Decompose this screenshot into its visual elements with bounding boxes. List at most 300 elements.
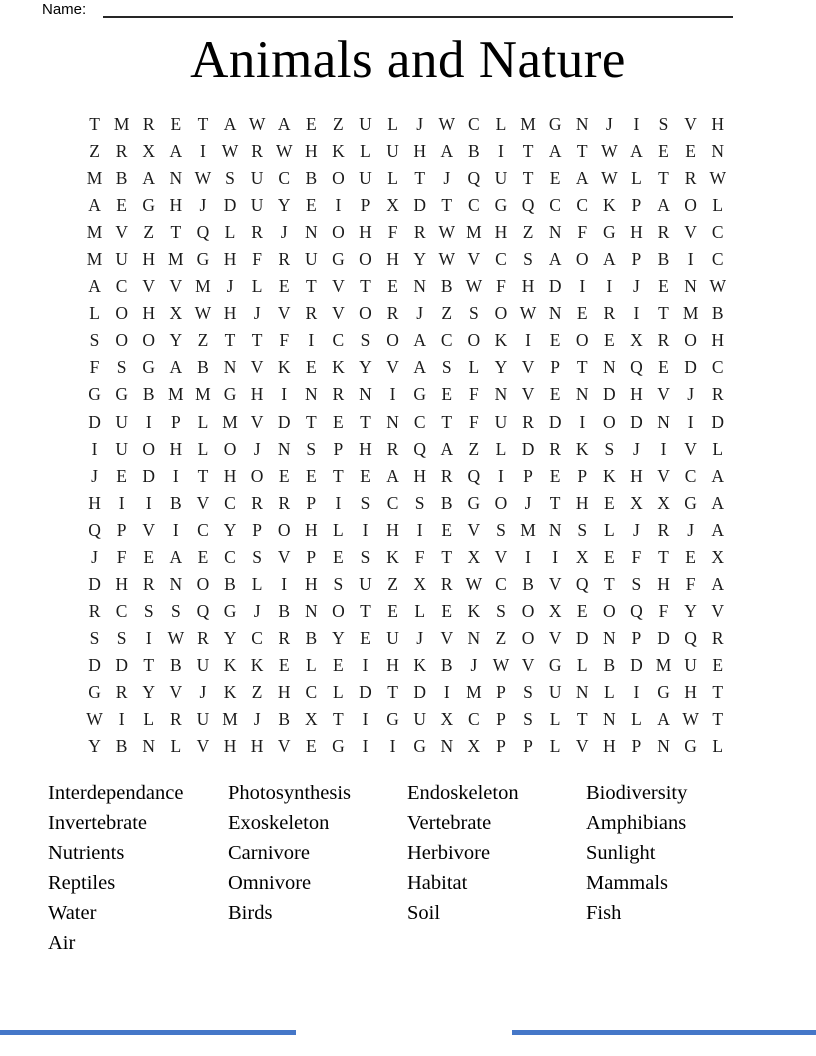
grid-cell: J xyxy=(253,303,261,324)
grid-cell: V xyxy=(142,276,156,297)
grid-cell: H xyxy=(115,573,128,594)
grid-cell: S xyxy=(89,627,100,648)
grid-cell: W xyxy=(438,114,456,135)
word-item: Omnivore xyxy=(228,871,312,894)
grid-cell: C xyxy=(495,249,507,270)
grid-cell: C xyxy=(224,492,236,513)
grid-cell: P xyxy=(333,438,344,459)
grid-cell: I xyxy=(552,546,559,567)
grid-cell: D xyxy=(223,195,237,216)
grid-cell: G xyxy=(413,736,426,757)
grid-cell: A xyxy=(413,357,426,378)
grid-cell: Z xyxy=(251,682,263,702)
grid-cell: K xyxy=(467,600,481,621)
grid-cell: M xyxy=(168,384,184,405)
grid-cell: V xyxy=(657,384,670,405)
grid-cell: N xyxy=(304,600,318,621)
grid-cell: H xyxy=(223,736,237,757)
grid-cell: T xyxy=(441,546,453,567)
grid-cell: R xyxy=(88,600,101,621)
grid-cell: N xyxy=(711,141,725,162)
grid-cell: I xyxy=(498,141,504,162)
grid-cell: A xyxy=(630,141,643,162)
grid-cell: T xyxy=(360,411,371,432)
page-edge-bar-left xyxy=(0,1030,296,1035)
grid-cell: K xyxy=(332,357,345,378)
grid-cell: U xyxy=(250,168,264,189)
grid-cell: E xyxy=(387,600,398,621)
grid-cell: G xyxy=(88,682,101,702)
grid-cell: G xyxy=(332,249,345,270)
word-item: Water xyxy=(48,901,97,924)
grid-cell: A xyxy=(413,330,426,351)
grid-cell: M xyxy=(113,114,130,135)
grid-cell: M xyxy=(520,519,536,540)
grid-cell: X xyxy=(304,709,318,730)
grid-cell: I xyxy=(145,411,152,432)
grid-cell: O xyxy=(332,222,345,243)
grid-cell: T xyxy=(441,411,453,432)
grid-cell: W xyxy=(248,114,266,135)
grid-cell: L xyxy=(170,736,182,757)
grid-cell: T xyxy=(333,709,344,730)
grid-cell: Z xyxy=(441,303,453,324)
grid-cell: B xyxy=(278,600,291,621)
grid-cell: Q xyxy=(88,519,101,540)
grid-cell: N xyxy=(603,709,616,730)
grid-cell: U xyxy=(494,168,508,189)
grid-cell: I xyxy=(389,384,396,405)
grid-cell: P xyxy=(550,357,560,378)
grid-cell: T xyxy=(197,114,209,135)
grid-cell: K xyxy=(332,141,345,162)
grid-cell: C xyxy=(684,465,697,486)
grid-cell: W xyxy=(86,709,103,730)
grid-cell: O xyxy=(142,438,156,459)
grid-cell: S xyxy=(360,330,371,351)
grid-cell: N xyxy=(657,411,670,432)
grid-cell: Q xyxy=(196,600,210,621)
grid-cell: Z xyxy=(522,222,534,243)
name-blank-line xyxy=(103,0,733,18)
grid-cell: E xyxy=(333,546,344,567)
grid-cell: F xyxy=(577,222,588,243)
grid-cell: T xyxy=(576,357,588,378)
grid-cell: D xyxy=(711,411,725,432)
grid-cell: B xyxy=(197,357,209,378)
grid-cell: M xyxy=(682,303,699,324)
grid-cell: I xyxy=(362,519,369,540)
grid-cell: I xyxy=(281,384,288,405)
grid-cell: J xyxy=(687,519,695,540)
grid-cell: O xyxy=(277,519,291,540)
grid-cell: A xyxy=(657,709,670,730)
grid-cell: E xyxy=(278,465,290,486)
grid-cell: F xyxy=(252,249,262,270)
grid-cell: I xyxy=(633,114,640,135)
grid-cell: P xyxy=(170,411,181,432)
grid-cell: E xyxy=(305,195,317,216)
grid-cell: T xyxy=(658,303,669,324)
grid-cell: I xyxy=(579,276,586,297)
grid-cell: H xyxy=(88,492,101,513)
grid-cell: H xyxy=(304,141,318,162)
grid-cell: G xyxy=(223,384,237,405)
word-item: Air xyxy=(48,931,76,954)
grid-cell: T xyxy=(603,573,615,594)
grid-cell: D xyxy=(657,627,670,648)
grid-cell: J xyxy=(633,438,640,459)
grid-cell: R xyxy=(440,465,453,486)
grid-cell: Z xyxy=(197,330,209,351)
grid-cell: T xyxy=(522,141,534,162)
grid-cell: I xyxy=(389,736,396,757)
grid-cell: E xyxy=(549,168,561,189)
grid-cell: T xyxy=(305,411,317,432)
grid-cell: O xyxy=(386,330,399,351)
grid-cell: V xyxy=(657,465,670,486)
grid-cell: R xyxy=(386,303,399,324)
grid-cell: P xyxy=(306,492,317,513)
grid-cell: E xyxy=(360,465,371,486)
grid-cell: R xyxy=(711,384,724,405)
grid-cell: L xyxy=(197,438,209,459)
grid-cell: L xyxy=(631,168,642,189)
grid-cell: V xyxy=(115,222,128,243)
grid-cell: O xyxy=(359,249,372,270)
grid-cell: S xyxy=(360,492,371,513)
grid-cell: I xyxy=(200,141,206,162)
grid-cell: I xyxy=(281,573,288,594)
grid-cell: X xyxy=(657,492,670,513)
grid-cell: C xyxy=(468,709,480,730)
grid-cell: A xyxy=(169,546,183,567)
grid-cell: I xyxy=(633,303,640,324)
grid-cell: N xyxy=(548,222,562,243)
grid-cell: L xyxy=(495,438,507,459)
grid-cell: G xyxy=(494,195,508,216)
grid-cell: L xyxy=(549,709,561,730)
grid-cell: A xyxy=(711,519,725,540)
grid-cell: U xyxy=(196,709,210,730)
grid-cell: J xyxy=(470,654,478,675)
word-item: Carnivore xyxy=(228,841,310,864)
grid-cell: I xyxy=(118,492,125,513)
grid-cell: P xyxy=(496,736,506,757)
grid-cell: J xyxy=(280,222,288,243)
grid-cell: A xyxy=(657,195,670,216)
grid-cell: M xyxy=(86,249,103,270)
grid-cell: K xyxy=(277,357,291,378)
grid-cell: D xyxy=(142,465,156,486)
grid-cell: R xyxy=(332,384,345,405)
grid-cell: M xyxy=(168,249,184,270)
grid-cell: C xyxy=(115,276,128,297)
word-item: Endoskeleton xyxy=(407,782,519,804)
grid-cell: L xyxy=(251,276,263,297)
grid-cell: D xyxy=(88,411,101,432)
name-label: Name: xyxy=(42,1,87,18)
grid-cell: O xyxy=(575,330,589,351)
grid-cell: E xyxy=(305,736,317,757)
grid-cell: O xyxy=(115,330,128,351)
grid-cell: U xyxy=(115,411,128,432)
grid-cell: D xyxy=(603,384,616,405)
word-list-column xyxy=(48,779,183,958)
grid-cell: A xyxy=(548,141,562,162)
grid-cell: I xyxy=(172,519,179,540)
grid-cell: I xyxy=(308,330,315,351)
grid-cell: H xyxy=(250,736,264,757)
grid-cell: K xyxy=(223,682,237,702)
grid-cell: E xyxy=(441,519,453,540)
grid-cell: P xyxy=(631,195,642,216)
grid-cell: I xyxy=(687,411,694,432)
grid-cell: V xyxy=(277,303,291,324)
grid-cell: D xyxy=(88,654,101,675)
grid-cell: T xyxy=(89,114,100,135)
grid-cell: J xyxy=(416,303,424,324)
grid-cell: J xyxy=(253,438,261,459)
grid-cell: U xyxy=(413,709,426,730)
grid-cell: S xyxy=(658,114,669,135)
grid-cell: R xyxy=(413,222,426,243)
grid-cell: H xyxy=(575,492,589,513)
grid-cell: E xyxy=(333,654,344,675)
grid-cell: H xyxy=(169,438,183,459)
grid-cell: Y xyxy=(332,627,345,648)
grid-cell: Q xyxy=(630,357,643,378)
grid-cell: O xyxy=(196,573,210,594)
word-item: Vertebrate xyxy=(407,811,492,834)
grid-cell: D xyxy=(413,682,426,702)
grid-cell: G xyxy=(548,114,562,135)
word-item: Reptiles xyxy=(48,871,116,894)
grid-cell: D xyxy=(413,195,426,216)
grid-cell: I xyxy=(362,736,369,757)
grid-cell: P xyxy=(523,465,533,486)
grid-cell: T xyxy=(360,276,371,297)
grid-cell: N xyxy=(440,736,454,757)
grid-cell: Q xyxy=(684,627,697,648)
grid-cell: E xyxy=(658,276,669,297)
grid-cell: D xyxy=(277,411,291,432)
grid-cell: N xyxy=(169,168,183,189)
grid-cell: W xyxy=(601,168,618,189)
grid-cell: I xyxy=(525,546,531,567)
grid-cell: A xyxy=(169,141,183,162)
grid-cell: Z xyxy=(387,573,398,594)
grid-cell: N xyxy=(142,736,156,757)
grid-cell: H xyxy=(711,114,725,135)
grid-cell: E xyxy=(576,303,588,324)
grid-cell: R xyxy=(278,492,291,513)
grid-cell: I xyxy=(118,709,125,730)
grid-cell: C xyxy=(549,195,561,216)
grid-cell: M xyxy=(195,276,211,297)
grid-cell: M xyxy=(86,222,103,243)
grid-cell: A xyxy=(88,195,101,216)
grid-cell: E xyxy=(549,330,561,351)
grid-cell: X xyxy=(630,492,643,513)
grid-cell: G xyxy=(142,195,156,216)
word-item: Herbivore xyxy=(407,841,491,864)
grid-cell: V xyxy=(548,627,562,648)
grid-cell: P xyxy=(631,736,642,757)
grid-cell: V xyxy=(467,249,481,270)
grid-cell: R xyxy=(115,141,128,162)
grid-cell: G xyxy=(684,492,697,513)
grid-cell: U xyxy=(684,654,697,675)
grid-cell: N xyxy=(548,519,562,540)
grid-cell: T xyxy=(360,600,371,621)
grid-cell: C xyxy=(440,330,453,351)
grid-cell: U xyxy=(494,411,508,432)
puzzle-title: Animals and Nature xyxy=(190,31,626,89)
word-item: Photosynthesis xyxy=(228,782,352,804)
grid-cell: O xyxy=(521,600,535,621)
grid-cell: I xyxy=(579,411,586,432)
grid-cell: B xyxy=(115,168,128,189)
grid-cell: U xyxy=(548,682,562,702)
grid-cell: O xyxy=(142,330,156,351)
grid-cell: I xyxy=(145,492,152,513)
grid-cell: Q xyxy=(630,600,643,621)
grid-cell: R xyxy=(603,303,616,324)
grid-cell: O xyxy=(467,330,481,351)
grid-cell: B xyxy=(142,384,155,405)
grid-cell: E xyxy=(658,357,669,378)
grid-cell: E xyxy=(603,546,615,567)
grid-cell: K xyxy=(494,330,508,351)
grid-cell: V xyxy=(521,654,535,675)
grid-cell: E xyxy=(305,357,317,378)
grid-cell: D xyxy=(548,411,562,432)
grid-cell: V xyxy=(386,357,399,378)
grid-cell: E xyxy=(360,627,371,648)
grid-cell: F xyxy=(89,357,100,378)
grid-cell: S xyxy=(89,330,100,351)
grid-cell: I xyxy=(172,465,179,486)
grid-cell: G xyxy=(115,384,128,405)
grid-cell: W xyxy=(601,141,618,162)
word-item: Amphibians xyxy=(586,811,687,834)
grid-cell: M xyxy=(222,411,238,432)
grid-cell: L xyxy=(576,654,588,675)
grid-cell: T xyxy=(414,168,426,189)
grid-cell: D xyxy=(115,654,128,675)
grid-cell: X xyxy=(413,573,426,594)
grid-cell: R xyxy=(142,573,155,594)
grid-cell: B xyxy=(305,168,318,189)
grid-cell: B xyxy=(115,736,128,757)
grid-cell: H xyxy=(657,573,670,594)
grid-cell: H xyxy=(304,519,318,540)
grid-cell: V xyxy=(196,492,210,513)
grid-cell: G xyxy=(142,357,156,378)
grid-cell: T xyxy=(658,546,669,567)
grid-cell: A xyxy=(603,249,616,270)
grid-cell: L xyxy=(549,736,561,757)
grid-cell: E xyxy=(333,411,344,432)
grid-cell: X xyxy=(386,195,399,216)
grid-cell: O xyxy=(332,600,345,621)
grid-cell: W xyxy=(519,303,537,324)
grid-cell: E xyxy=(549,384,561,405)
grid-cell: V xyxy=(169,682,183,702)
grid-cell: D xyxy=(684,357,697,378)
grid-cell: L xyxy=(603,519,615,540)
grid-cell: I xyxy=(145,627,152,648)
grid-cell: J xyxy=(416,627,424,648)
grid-cell: H xyxy=(169,195,183,216)
grid-cell: I xyxy=(606,276,613,297)
grid-cell: X xyxy=(575,546,589,567)
grid-cell: T xyxy=(197,465,209,486)
grid-cell: O xyxy=(603,600,616,621)
grid-cell: E xyxy=(278,276,290,297)
grid-cell: K xyxy=(603,465,616,486)
grid-cell: O xyxy=(684,195,697,216)
grid-cell: V xyxy=(169,276,183,297)
grid-cell: A xyxy=(386,465,399,486)
grid-cell: S xyxy=(143,600,154,621)
grid-cell: N xyxy=(575,114,589,135)
grid-cell: E xyxy=(603,330,615,351)
grid-cell: F xyxy=(496,276,506,297)
grid-cell: H xyxy=(603,736,616,757)
grid-cell: T xyxy=(712,682,724,702)
grid-cell: T xyxy=(576,709,588,730)
grid-cell: G xyxy=(413,384,426,405)
grid-cell: V xyxy=(684,438,697,459)
grid-cell: P xyxy=(306,546,317,567)
grid-cell: E xyxy=(441,600,453,621)
grid-cell: N xyxy=(494,384,508,405)
grid-cell: B xyxy=(169,492,182,513)
grid-cell: K xyxy=(250,654,264,675)
grid-cell: X xyxy=(467,736,481,757)
grid-cell: S xyxy=(170,600,181,621)
grid-cell: P xyxy=(252,519,262,540)
grid-cell: S xyxy=(441,357,452,378)
grid-cell: O xyxy=(250,465,264,486)
grid-cell: N xyxy=(603,357,616,378)
grid-cell: N xyxy=(575,384,589,405)
grid-cell: X xyxy=(467,546,481,567)
grid-cell: X xyxy=(142,141,156,162)
grid-cell: H xyxy=(304,573,318,594)
grid-cell: W xyxy=(167,627,185,648)
grid-cell: N xyxy=(223,357,237,378)
grid-cell: Z xyxy=(333,114,344,135)
grid-cell: N xyxy=(657,736,670,757)
word-item: Birds xyxy=(228,901,273,924)
grid-cell: C xyxy=(711,249,724,270)
grid-cell: S xyxy=(306,438,317,459)
grid-cell: V xyxy=(684,114,697,135)
grid-cell: L xyxy=(251,573,263,594)
grid-cell: O xyxy=(603,411,616,432)
grid-cell: H xyxy=(630,465,643,486)
grid-cell: H xyxy=(142,249,156,270)
grid-cell: C xyxy=(468,195,480,216)
word-search-grid xyxy=(81,111,731,760)
grid-cell: O xyxy=(521,627,535,648)
grid-cell: H xyxy=(386,519,399,540)
grid-cell: B xyxy=(657,249,670,270)
grid-cell: N xyxy=(277,438,291,459)
